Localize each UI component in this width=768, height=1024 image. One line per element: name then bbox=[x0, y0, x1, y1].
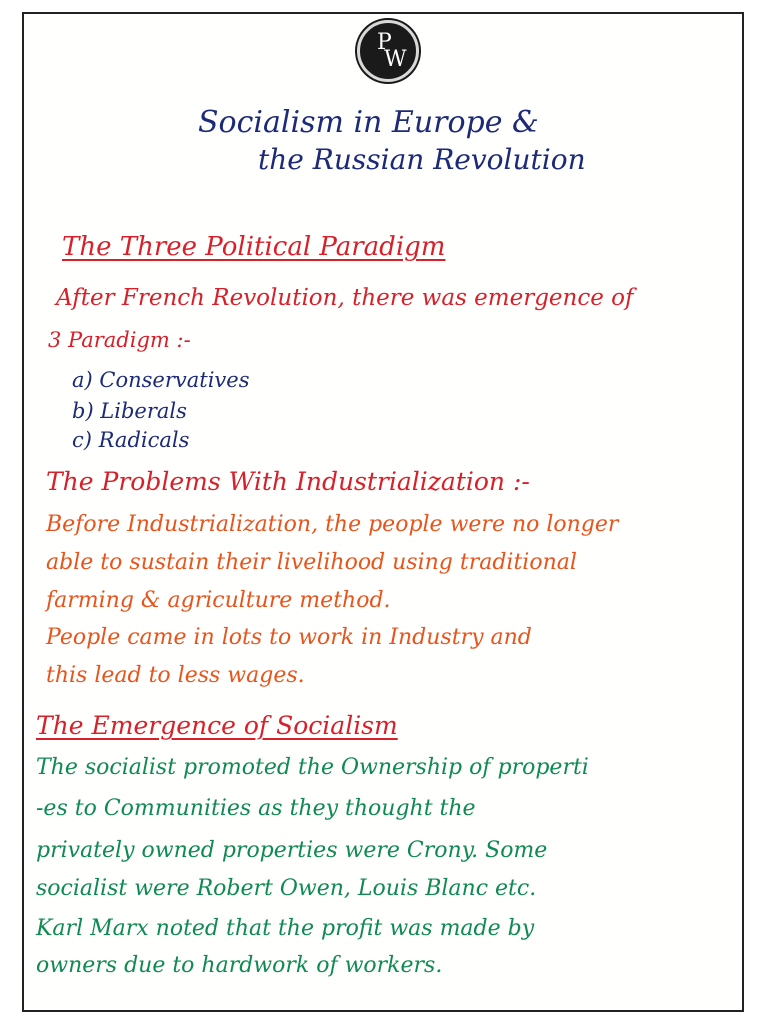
paradigm-item: a) Conservatives bbox=[72, 368, 250, 392]
paradigm-item: c) Radicals bbox=[72, 428, 190, 452]
logo-letter-w: W bbox=[384, 47, 407, 72]
industrialization-line: Before Industrialization, the people were no longer bbox=[46, 512, 619, 537]
section-heading-socialism: The Emergence of Socialism bbox=[36, 711, 398, 740]
title-line-1: Socialism in Europe & bbox=[198, 105, 539, 140]
socialism-line: socialist were Robert Owen, Louis Blanc etc. bbox=[36, 876, 537, 901]
socialism-line: The socialist promoted the Ownership of properti bbox=[36, 755, 589, 780]
paradigm-item: b) Liberals bbox=[72, 399, 187, 423]
logo-letter-p: P bbox=[377, 30, 392, 55]
pw-logo bbox=[357, 20, 419, 82]
industrialization-line: able to sustain their livelihood using traditional bbox=[46, 550, 577, 575]
industrialization-line: farming & agriculture method. bbox=[46, 588, 391, 613]
industrialization-line: People came in lots to work in Industry and bbox=[46, 625, 532, 650]
industrialization-line: this lead to less wages. bbox=[46, 663, 305, 688]
socialism-line: Karl Marx noted that the profit was made by bbox=[36, 916, 535, 941]
title-line-2: the Russian Revolution bbox=[258, 143, 586, 176]
socialism-line: -es to Communities as they thought the bbox=[36, 796, 476, 821]
paradigm-text-line-2: 3 Paradigm :- bbox=[48, 328, 191, 352]
socialism-line: privately owned properties were Crony. Some bbox=[36, 838, 548, 863]
section-heading-paradigm: The Three Political Paradigm bbox=[62, 232, 446, 262]
paradigm-text-line-1: After French Revolution, there was emergence of bbox=[56, 285, 634, 311]
section-heading-industrialization: The Problems With Industrialization :- bbox=[46, 467, 530, 496]
socialism-line: owners due to hardwork of workers. bbox=[36, 953, 443, 978]
